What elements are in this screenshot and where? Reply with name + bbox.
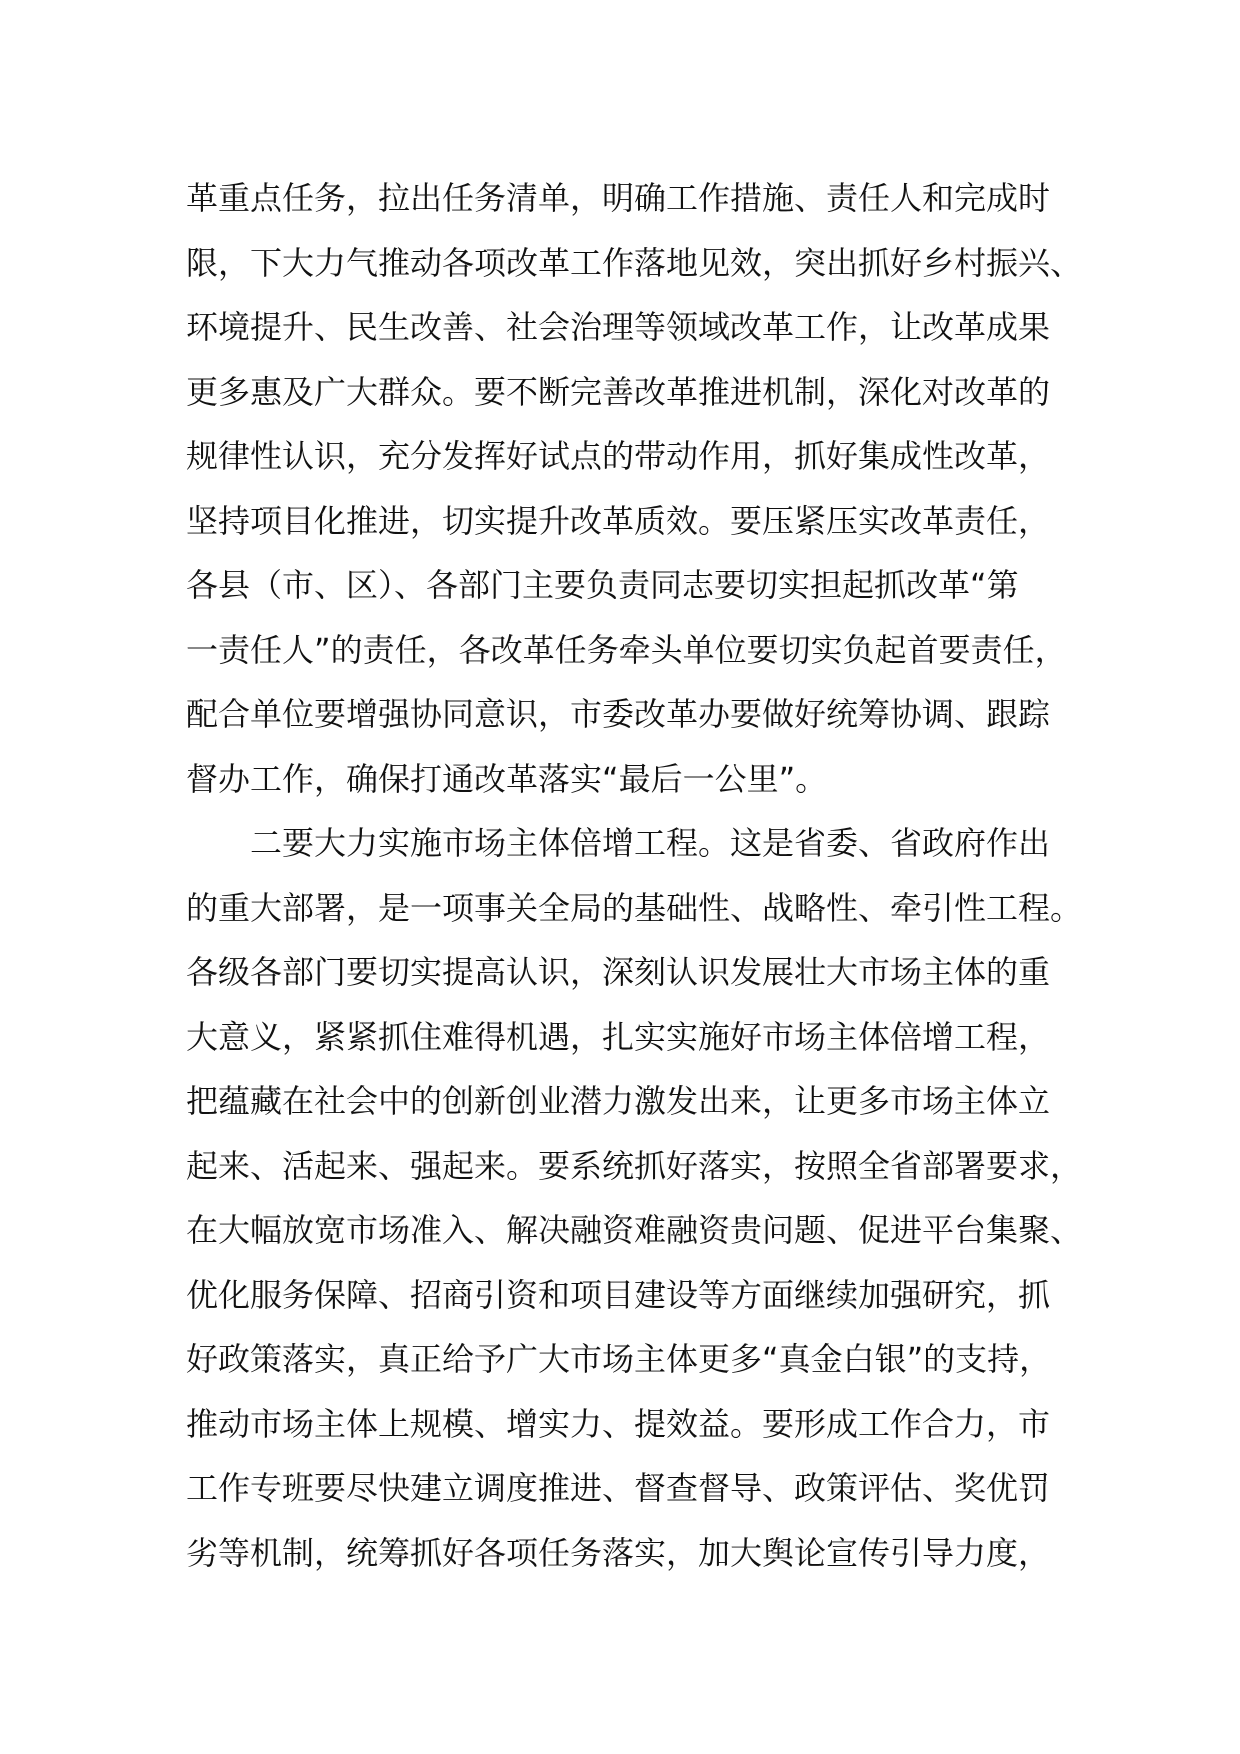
text-line-indented: 二要大力实施市场主体倍增工程。这是省委、省政府作出 xyxy=(250,824,1051,862)
text-line: 在大幅放宽市场准入、解决融资难融资贵问题、促进平台集聚、 xyxy=(186,1211,1083,1249)
text-line: 环境提升、民生改善、社会治理等领域改革工作，让改革成果 xyxy=(186,308,1051,346)
text-line: 更多惠及广大群众。要不断完善改革推进机制，深化对改革的 xyxy=(186,372,1051,411)
text-line: 推动市场主体上规模、增实力、提效益。要形成工作合力，市 xyxy=(186,1404,1051,1443)
text-line: 大意义，紧紧抓住难得机遇，扎实实施好市场主体倍增工程， xyxy=(186,1017,1051,1056)
text-line: 劣等机制，统筹抓好各项任务落实，加大舆论宣传引导力度， xyxy=(186,1533,1051,1572)
text-line: 好政策落实，真正给予广大市场主体更多“真金白银”的支持， xyxy=(186,1340,1052,1378)
text-line: 配合单位要增强协同意识，市委改革办要做好统筹协调、跟踪 xyxy=(186,695,1051,733)
text-line: 起来、活起来、强起来。要系统抓好落实，按照全省部署要求， xyxy=(186,1146,1083,1185)
text-line: 坚持项目化推进，切实提升改革质效。要压紧压实改革责任， xyxy=(186,501,1051,540)
text-line: 规律性认识，充分发挥好试点的带动作用，抓好集成性改革， xyxy=(186,437,1051,475)
paragraph-2 xyxy=(186,811,1086,1585)
text-line: 优化服务保障、招商引资和项目建设等方面继续加强研究，抓 xyxy=(186,1275,1051,1314)
text-line: 工作专班要尽快建立调度推进、督查督导、政策评估、奖优罚 xyxy=(186,1469,1051,1507)
text-line: 革重点任务，拉出任务清单，明确工作措施、责任人和完成时 xyxy=(186,179,1051,217)
paragraph-1 xyxy=(186,166,1086,811)
text-line: 各级各部门要切实提高认识，深刻认识发展壮大市场主体的重 xyxy=(186,953,1051,991)
text-line: 一责任人”的责任，各改革任务牵头单位要切实负起首要责任， xyxy=(186,630,1067,669)
text-line: 把蕴藏在社会中的创新创业潜力激发出来，让更多市场主体立 xyxy=(186,1082,1051,1120)
text-line: 各县（市、区）、各部门主要负责同志要切实担起抓改革“第 xyxy=(186,566,1019,604)
text-line: 的重大部署，是一项事关全局的基础性、战略性、牵引性工程。 xyxy=(186,888,1083,927)
body-text xyxy=(186,166,1086,1585)
text-line: 督办工作，确保打通改革落实“最后一公里”。 xyxy=(186,759,828,798)
text-line: 限，下大力气推动各项改革工作落地见效，突出抓好乡村振兴、 xyxy=(186,243,1083,282)
